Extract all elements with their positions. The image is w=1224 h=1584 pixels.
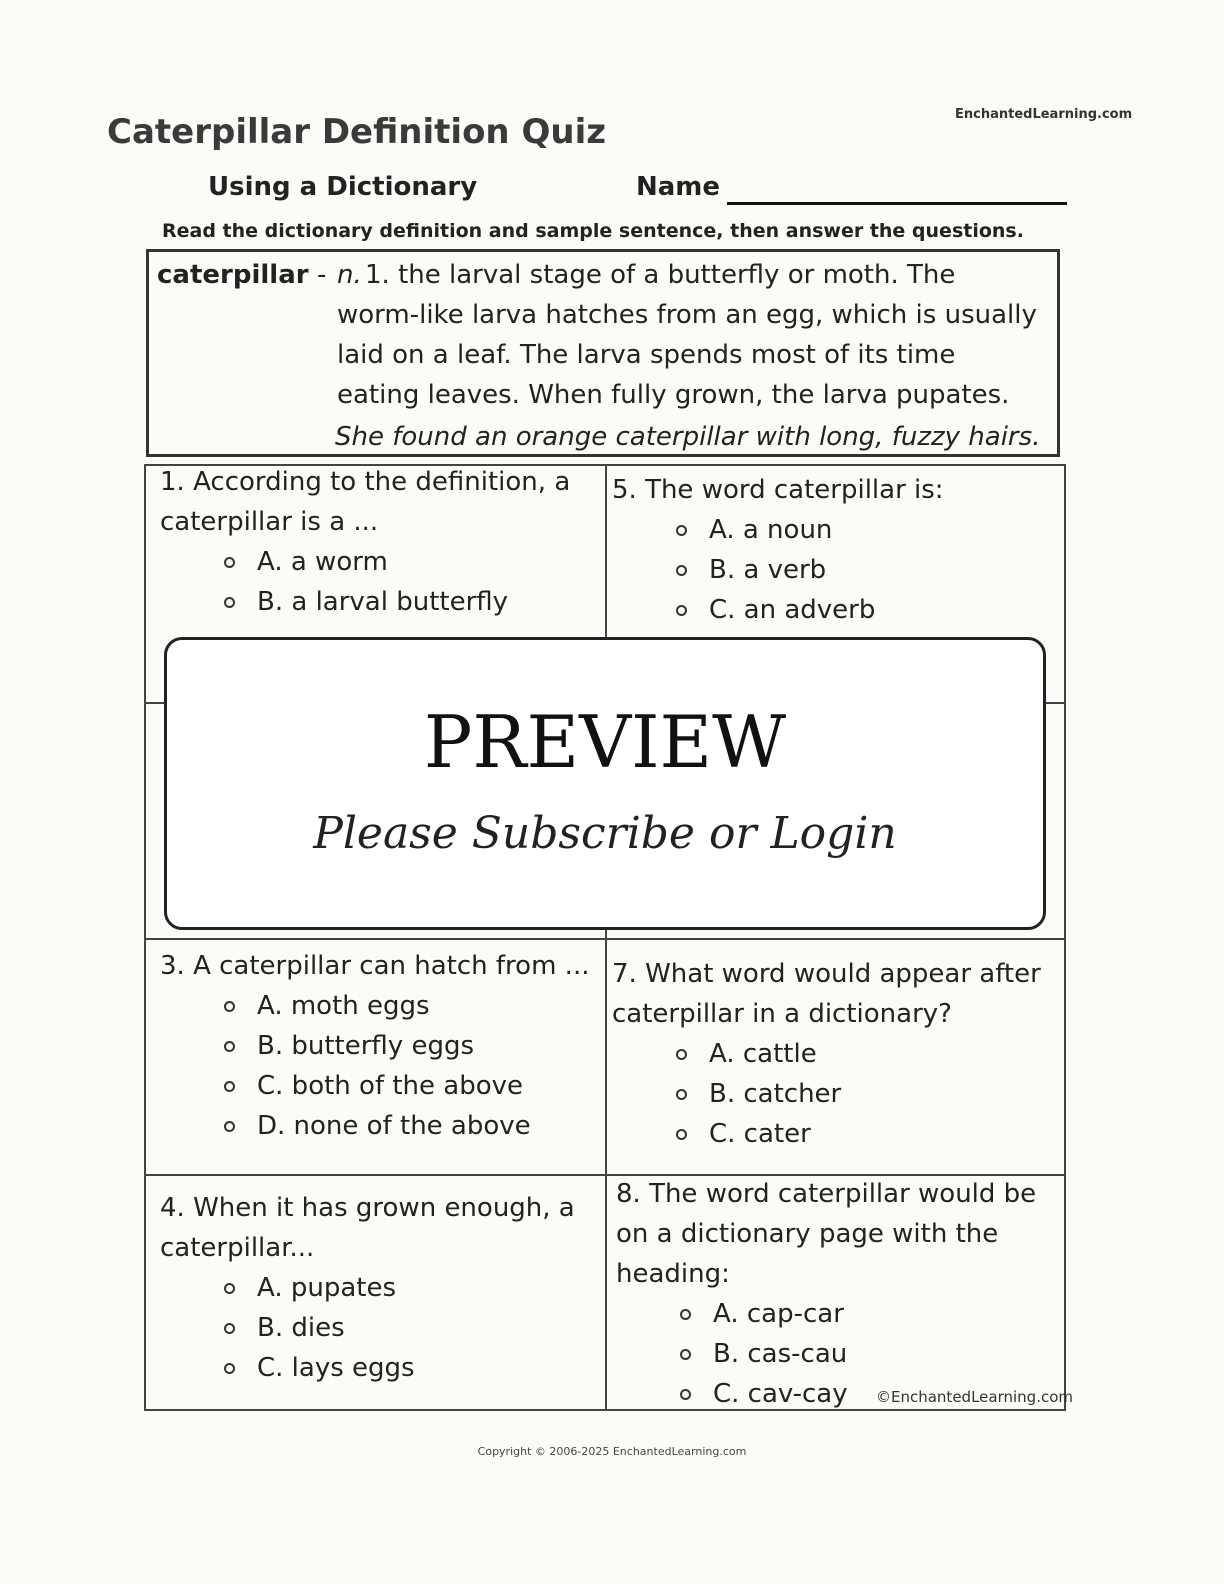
radio-bubble-icon[interactable]	[224, 1081, 235, 1092]
answer-option[interactable]: B. catcher	[676, 1074, 841, 1114]
grid-divider-row	[146, 938, 1064, 940]
name-blank-line	[727, 202, 1067, 205]
answer-option[interactable]: A. a noun	[676, 510, 832, 550]
answer-option[interactable]: A. a worm	[224, 542, 388, 582]
radio-bubble-icon[interactable]	[680, 1309, 691, 1320]
question-text: caterpillar is a ...	[160, 507, 379, 537]
answer-option[interactable]: A. cap-car	[680, 1294, 844, 1334]
answer-option[interactable]: B. cas-cau	[680, 1334, 847, 1374]
radio-bubble-icon[interactable]	[676, 1089, 687, 1100]
question-text: 4. When it has grown enough, a	[160, 1193, 575, 1223]
radio-bubble-icon[interactable]	[680, 1389, 691, 1400]
question-text: heading:	[616, 1259, 730, 1289]
sample-sentence: She found an orange caterpillar with long, fuzzy hairs.	[335, 422, 1041, 452]
definition-line: eating leaves. When fully grown, the larva pupates.	[337, 380, 1010, 410]
answer-option[interactable]: C. cater	[676, 1114, 811, 1154]
question-text: 5. The word caterpillar is:	[612, 475, 944, 505]
answer-option[interactable]: A. cattle	[676, 1034, 817, 1074]
radio-bubble-icon[interactable]	[224, 1363, 235, 1374]
answer-option[interactable]: C. cav-cay	[680, 1374, 848, 1414]
radio-bubble-icon[interactable]	[224, 1041, 235, 1052]
preview-title: PREVIEW	[423, 700, 787, 784]
definition-line: worm-like larva hatches from an egg, which is usually	[337, 300, 1037, 330]
questions-grid	[144, 464, 1066, 1411]
answer-option[interactable]: B. a larval butterfly	[224, 582, 508, 622]
radio-bubble-icon[interactable]	[676, 1129, 687, 1140]
radio-bubble-icon[interactable]	[676, 525, 687, 536]
definition-box	[146, 249, 1060, 457]
worksheet-copyright: ©EnchantedLearning.com	[876, 1388, 1073, 1406]
answer-option[interactable]: B. butterfly eggs	[224, 1026, 474, 1066]
question-text: 1. According to the definition, a	[160, 467, 571, 497]
page-footer-copyright: Copyright © 2006-2025 EnchantedLearning.com	[477, 1445, 747, 1458]
definition-line: 1. the larval stage of a butterfly or moth. The	[365, 260, 956, 290]
answer-option[interactable]: C. an adverb	[676, 590, 875, 630]
radio-bubble-icon[interactable]	[680, 1349, 691, 1360]
question-text: caterpillar...	[160, 1233, 315, 1263]
site-name[interactable]: EnchantedLearning.com	[955, 107, 1133, 122]
radio-bubble-icon[interactable]	[224, 1001, 235, 1012]
worksheet-subtitle: Using a Dictionary	[208, 172, 478, 202]
radio-bubble-icon[interactable]	[676, 605, 687, 616]
name-label: Name	[636, 172, 721, 202]
question-text: 7. What word would appear after	[612, 959, 1041, 989]
radio-bubble-icon[interactable]	[224, 1323, 235, 1334]
answer-option[interactable]: B. dies	[224, 1308, 345, 1348]
answer-option[interactable]: C. both of the above	[224, 1066, 523, 1106]
answer-option[interactable]: B. a verb	[676, 550, 826, 590]
radio-bubble-icon[interactable]	[676, 1049, 687, 1060]
question-text: 3. A caterpillar can hatch from ...	[160, 951, 590, 981]
preview-overlay[interactable]	[164, 637, 1046, 930]
answer-option[interactable]: A. pupates	[224, 1268, 396, 1308]
radio-bubble-icon[interactable]	[676, 565, 687, 576]
definition-word: caterpillar	[157, 260, 309, 290]
radio-bubble-icon[interactable]	[224, 1121, 235, 1132]
part-of-speech: n.	[337, 260, 362, 290]
radio-bubble-icon[interactable]	[224, 597, 235, 608]
answer-option[interactable]: D. none of the above	[224, 1106, 531, 1146]
answer-option[interactable]: C. lays eggs	[224, 1348, 415, 1388]
page-title: Caterpillar Definition Quiz	[107, 112, 607, 152]
question-text: on a dictionary page with the	[616, 1219, 999, 1249]
subscribe-login-prompt[interactable]: Please Subscribe or Login	[313, 808, 897, 859]
radio-bubble-icon[interactable]	[224, 1283, 235, 1294]
question-text: 8. The word caterpillar would be	[616, 1179, 1037, 1209]
definition-line: laid on a leaf. The larva spends most of its time	[337, 340, 956, 370]
question-text: caterpillar in a dictionary?	[612, 999, 952, 1029]
radio-bubble-icon[interactable]	[224, 557, 235, 568]
definition-dash: -	[317, 260, 327, 290]
instructions: Read the dictionary definition and sample sentence, then answer the questions.	[162, 220, 1024, 242]
answer-option[interactable]: A. moth eggs	[224, 986, 430, 1026]
